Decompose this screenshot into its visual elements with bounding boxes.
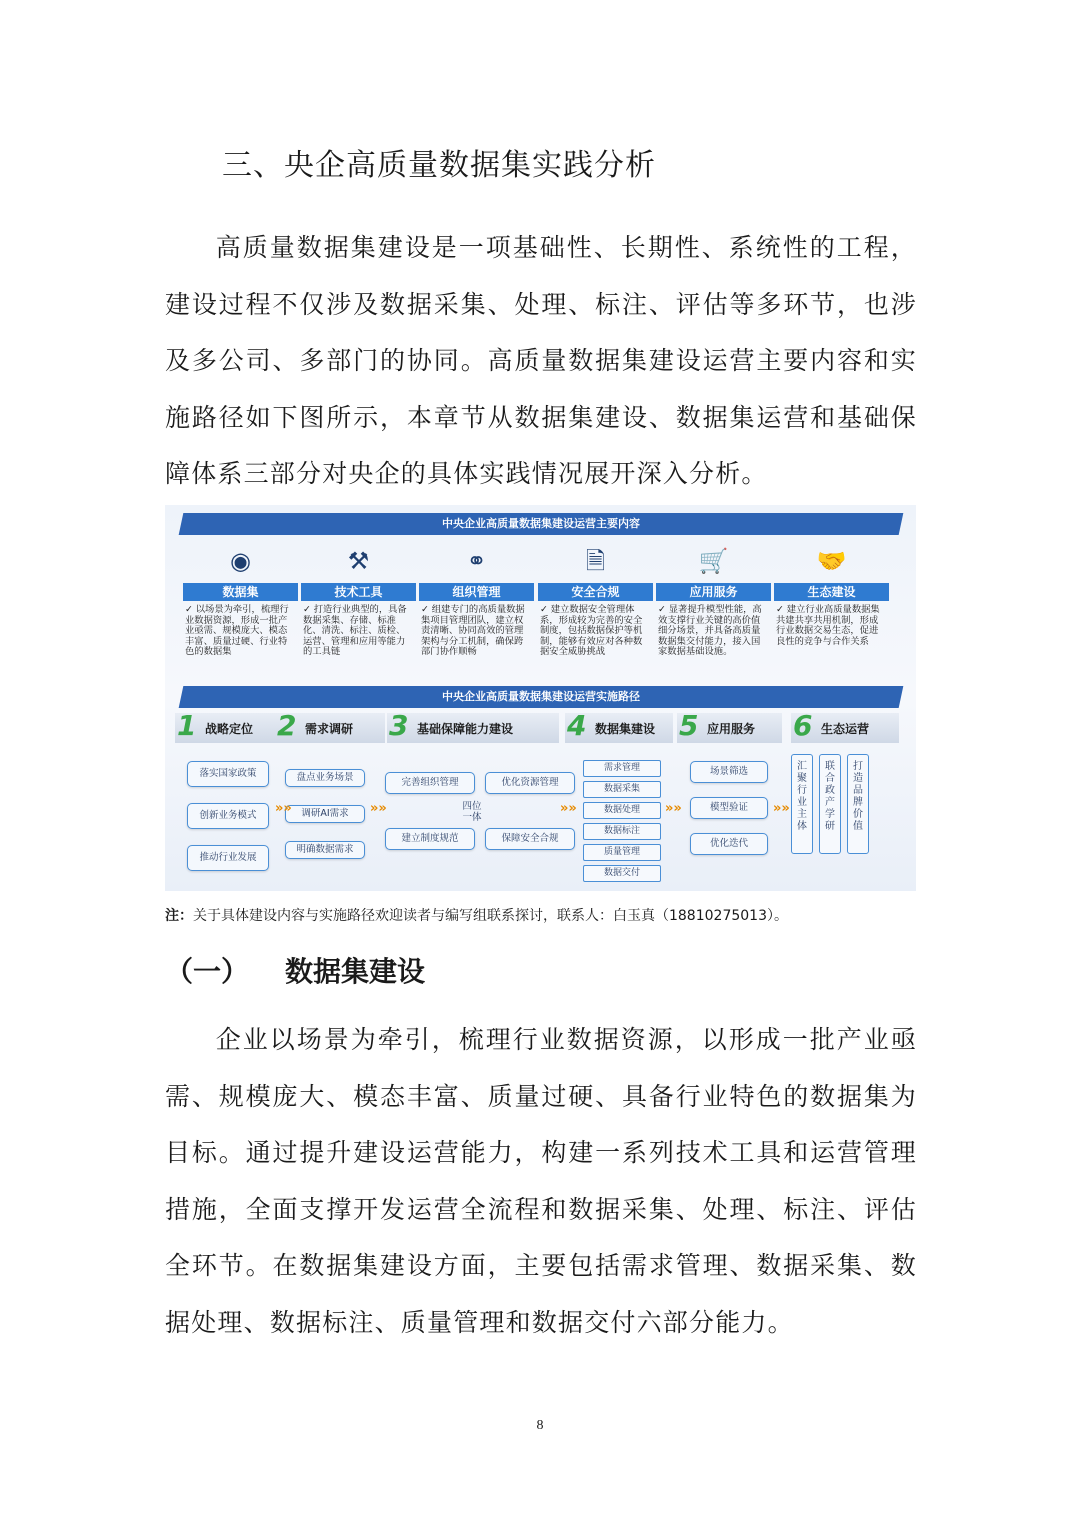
figure-path-title: 中央企业高质量数据集建设运营实施路径 <box>179 686 904 708</box>
column-label: 组织管理 <box>419 583 534 601</box>
ecosystem-box: 打 造 品 牌 价 值 <box>847 754 869 854</box>
step-number: 6 <box>793 709 813 742</box>
column-description: ✓ 建立数据安全管理体系，形成较为完善的安全制度，包括数据保护等机制，能够有效应对各种数据安全威胁挑战 <box>540 604 643 658</box>
service-box: 模型验证 <box>690 797 768 819</box>
step-label: 需求调研 <box>305 722 354 736</box>
content-column-2 <box>301 543 416 658</box>
column-label: 安全合规 <box>538 583 653 601</box>
figure-diagram <box>165 505 916 891</box>
path-step-5 <box>677 709 782 743</box>
pie-chart-icon: ◉ <box>230 547 251 575</box>
step-label: 应用服务 <box>707 722 756 736</box>
page-number: 8 <box>536 1418 544 1433</box>
research-box: 明确数据需求 <box>285 841 365 859</box>
step-label: 数据集建设 <box>595 722 656 736</box>
path-step-1 <box>175 709 275 743</box>
strategy-box: 创新业务模式 <box>187 803 269 829</box>
content-column-6 <box>774 543 889 647</box>
path-step-2 <box>275 709 385 743</box>
content-column-5 <box>656 543 771 658</box>
dataset-box: 需求管理 <box>583 760 661 777</box>
path-step-4 <box>565 709 673 743</box>
step-number: 2 <box>277 709 297 742</box>
column-description: ✓ 以场景为牵引，梳理行业数据资源，形成一批产业亟需、规模庞大、模态丰富、质量过硬、行业特色的数据集 <box>185 604 289 658</box>
figure-note: 注：关于具体建设内容与实施路径欢迎读者与编写组联系探讨，联系人：白玉真（18810275013）。 <box>165 908 788 924</box>
research-box: 盘点业务场景 <box>285 769 365 787</box>
service-box: 场景筛选 <box>690 761 768 783</box>
intro-paragraph: 高质量数据集建设是一项基础性、长期性、系统性的工程，建设过程不仅涉及数据采集、处理、标注、评估等多环节，也涉及多公司、多部门的协同。高质量数据集建设运营主要内容和实施路径如下图所示，本章节从数据集建设、数据集运营和基础保障体系三部分对央企的具体实践情况展开深入分析。 <box>165 233 917 488</box>
dataset-box: 数据标注 <box>583 823 661 840</box>
strategy-box: 落实国家政策 <box>187 761 269 787</box>
foundation-box: 完善组织管理 <box>385 772 475 794</box>
path-step-3 <box>387 709 559 743</box>
column-label: 生态建设 <box>774 583 889 601</box>
foundation-box: 保障安全合规 <box>485 828 575 850</box>
tools-icon: ⚒ <box>347 547 370 575</box>
column-description: ✓ 打造行业典型的，具备数据采集、存储、标准化、清洗、标注、质检、运营、管理和应用等能力的工具链 <box>303 604 407 658</box>
path-step-6 <box>791 709 899 743</box>
service-box: 优化迭代 <box>690 833 768 855</box>
ecosystem-box: 汇 聚 行 业 主 体 <box>791 754 813 854</box>
dataset-box: 数据处理 <box>583 802 661 819</box>
flow-arrow-icon: »» <box>370 801 387 816</box>
foundation-box: 优化资源管理 <box>485 772 575 794</box>
document-icon: 🗎 <box>585 547 606 575</box>
flow-arrow-icon: »» <box>665 801 682 816</box>
column-label: 数据集 <box>183 583 298 601</box>
step-number: 4 <box>567 709 587 742</box>
org-chart-icon: ⚭ <box>466 547 487 575</box>
dataset-box: 数据交付 <box>583 865 661 882</box>
column-description: ✓ 显著提升模型性能，高效支撑行业关键的高价值细分场景，并具备高质量数据集交付能力，接入国家数据基础设施。 <box>658 604 762 658</box>
flow-arrow-icon: »» <box>773 801 790 816</box>
column-label: 技术工具 <box>301 583 416 601</box>
dataset-box: 数据采集 <box>583 781 661 798</box>
column-label: 应用服务 <box>656 583 771 601</box>
research-box: 调研AI需求 <box>285 805 365 823</box>
step-number: 1 <box>177 709 197 742</box>
figure-top-title: 中央企业高质量数据集建设运营主要内容 <box>179 513 904 535</box>
dataset-box: 质量管理 <box>583 844 661 861</box>
section-heading: 三、央企高质量数据集实践分析 <box>222 148 656 183</box>
flow-arrow-icon: »» <box>560 801 577 816</box>
cart-icon: 🛒 <box>698 547 729 575</box>
content-column-1 <box>183 543 298 658</box>
handshake-icon: 🤝 <box>816 547 847 575</box>
column-description: ✓ 组建专门的高质量数据集项目管理团队，建立权责清晰、协同高效的管理架构与分工机制，确保跨部门协作顺畅 <box>421 604 525 658</box>
flow-arrow-icon: »» <box>275 801 292 816</box>
strategy-box: 推动行业发展 <box>187 845 269 871</box>
step-number: 3 <box>389 709 409 742</box>
content-column-3 <box>419 543 534 658</box>
step-label: 基础保障能力建设 <box>417 722 514 736</box>
foundation-center: 四位 一体 <box>462 801 482 823</box>
subsection-heading: （一） 数据集建设 <box>165 955 426 988</box>
step-number: 5 <box>679 709 699 742</box>
ecosystem-box: 联 合 政 产 学 研 <box>819 754 841 854</box>
step-label: 战略定位 <box>205 722 254 736</box>
step-label: 生态运营 <box>821 722 870 736</box>
foundation-box: 建立制度规范 <box>385 828 475 850</box>
content-column-4 <box>538 543 653 658</box>
dataset-paragraph: 企业以场景为牵引，梳理行业数据资源，以形成一批产业亟需、规模庞大、模态丰富、质量过硬、具备行业特色的数据集为目标。通过提升建设运营能力，构建一系列技术工具和运营管理措施，全面支撑开发运营全流程和数据采集、处理、标注、评估全环节。在数据集建设方面，主要包括需求管理、数据采集、数据处理、数据标注、质量管理和数据交付六部分能力。 <box>165 1025 917 1337</box>
column-description: ✓ 建立行业高质量数据集共建共享共用机制，形成行业数据交易生态，促进良性的竞争与合作关系 <box>776 604 880 647</box>
